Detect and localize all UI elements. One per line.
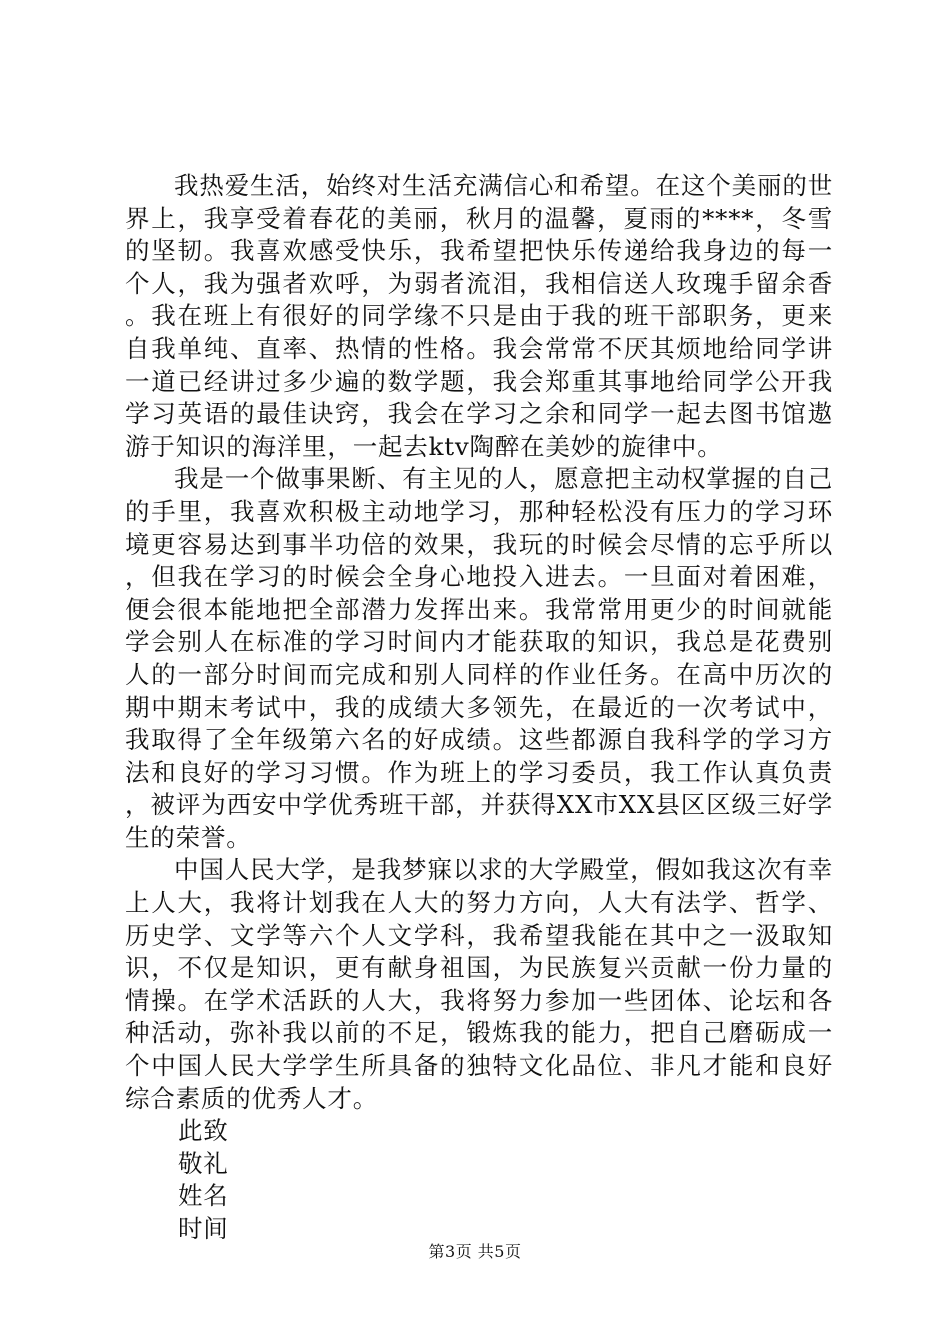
closing-salutation: 此致 bbox=[178, 1116, 229, 1146]
paragraph-study-habits: 我是一个做事果断、有主见的人，愿意把主动权掌握的自己的手里，我喜欢积极主动地学习，那种轻松没有压力的学习环境更容易达到事半功倍的效果，我玩的时候会尽情的忘乎所以，但我在学习的时候会全身心地投入进去。一旦面对着困难，便会很本能地把全部潜力发挥出来。我常常用更少的时间就能学会别人在标准的学习时间内才能获取的知识，我总是花费别人的一部分时间而完成和别人同样的作业任务。在高中历次的期中期末考试中，我的成绩大多领先，在最近的一次考试中，我取得了全年级第六名的好成绩。这些都源自我科学的学习方法和良好的学习习惯。作为班上的学习委员，我工作认真负责，被评为西安中学优秀班干部，并获得XX市XX县区区级三好学生的荣誉。 bbox=[125, 464, 833, 852]
document-body bbox=[125, 170, 833, 1246]
signature-name: 姓名 bbox=[178, 1181, 229, 1211]
paragraph-hobbies: 我热爱生活，始终对生活充满信心和希望。在这个美丽的世界上，我享受着春花的美丽，秋月的温馨，夏雨的****，冬雪的坚韧。我喜欢感受快乐，我希望把快乐传递给我身边的每一个人，我为强者欢呼，为弱者流泪，我相信送人玫瑰手留余香。我在班上有很好的同学缘不只是由于我的班干部职务，更来自我单纯、直率、热情的性格。我会常常不厌其烦地给同学讲一道已经讲过多少遍的数学题，我会郑重其事地给同学公开我学习英语的最佳诀窍，我会在学习之余和同学一起去图书馆遨游于知识的海洋里，一起去ktv陶醉在美妙的旋律中。 bbox=[125, 171, 833, 461]
paragraph-university-plan: 中国人民大学，是我梦寐以求的大学殿堂，假如我这次有幸上人大，我将计划我在人大的努力方向，人大有法学、哲学、历史学、文学等六个人文学科，我希望我能在其中之一汲取知识，不仅是知识，更有献身祖国，为民族复兴贡献一份力量的情操。在学术活跃的人大，我将努力参加一些团体、论坛和各种活动，弥补我以前的不足，锻炼我的能力，把自己磨砺成一个中国人民大学学生所具备的独特文化品位、非凡才能和良好综合素质的优秀人才。 bbox=[125, 855, 833, 1113]
page-footer: 第3页 共5页 bbox=[428, 1242, 522, 1261]
signature-date: 时间 bbox=[178, 1214, 229, 1243]
closing-regards: 敬礼 bbox=[178, 1148, 229, 1178]
